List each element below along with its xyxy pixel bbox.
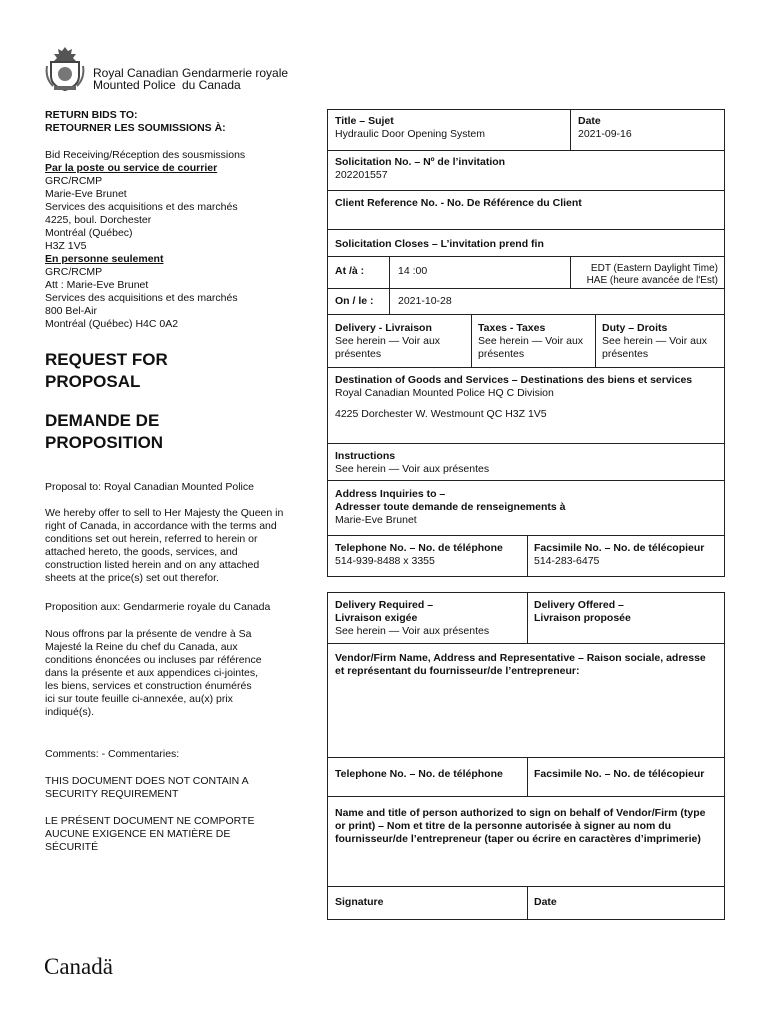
addr2-line: Services des acquisitions et des marchés [45, 292, 238, 304]
addr1-line: GRC/RCMP [45, 175, 103, 187]
destination-cell [330, 370, 710, 425]
signature-label: Signature [335, 896, 384, 908]
rfp-title-en [45, 349, 168, 393]
destination-value-1: Royal Canadian Mounted Police HQ C Division [335, 387, 554, 399]
by-post-heading: Par la poste ou service de courrier [45, 162, 218, 174]
offer-en-line: We hereby offer to sell to Her Majesty the Queen in [45, 507, 284, 519]
solicitation-number-label: Solicitation No. – Nº de l’invitation [335, 156, 506, 168]
client-reference-cell [330, 193, 720, 214]
at-label: At /à : [335, 265, 365, 277]
delivery-value: See herein — Voir aux présentes [335, 335, 441, 360]
delivery-required-label-1: Delivery Required – [335, 599, 434, 611]
security-en-line: SECURITY REQUIREMENT [45, 788, 179, 800]
proposal-to: Proposal to: Royal Canadian Mounted Police [45, 481, 254, 493]
date-value: 2021-09-16 [578, 128, 632, 140]
org-name-en [93, 67, 178, 91]
bid-address-block [45, 149, 305, 331]
rcmp-crest-logo [44, 44, 86, 92]
date-cell [573, 111, 723, 145]
org-name-fr [182, 67, 288, 91]
vendor-name-field[interactable] [330, 648, 720, 753]
facsimile-value: 514-283-6475 [534, 555, 600, 567]
destination-label: Destination of Goods and Services – Destinations des biens et services [335, 374, 693, 386]
offer-en-line: conditions set out herein, referred to herein or [45, 533, 258, 545]
org-name-fr-2: du Canada [182, 78, 241, 92]
security-fr-line: LE PRÉSENT DOCUMENT NE COMPORTE [45, 815, 255, 827]
duty-value: See herein — Voir aux présentes [602, 335, 708, 360]
addr1-line: 4225, boul. Dorchester [45, 214, 152, 226]
delivery-required-value: See herein — Voir aux présentes [335, 625, 490, 637]
offer-fr-line: les biens, services et construction énumérés [45, 680, 252, 692]
offer-fr-line: Majesté la Reine du chef du Canada, aux [45, 641, 238, 653]
solicitation-number-value: 202201557 [335, 169, 388, 181]
addr2-line: Att : Marie-Eve Brunet [45, 279, 149, 291]
security-fr-line: SÉCURITÉ [45, 841, 99, 853]
rfp-title-fr [45, 410, 163, 454]
instructions-label: Instructions [335, 450, 396, 462]
vendor-telephone-field[interactable] [330, 764, 526, 785]
timezone-en: EDT (Eastern Daylight Time) [590, 263, 718, 274]
canada-wordmark-text: Canadä [44, 954, 113, 979]
return-bids-en: RETURN BIDS TO: [45, 109, 138, 121]
offer-en-line: attached hereto, the goods, services, and [45, 546, 238, 558]
signature-field[interactable] [330, 892, 526, 918]
bid-receiving: Bid Receiving/Réception des sousmissions [45, 149, 246, 161]
authorized-person-field[interactable] [330, 803, 720, 883]
offer-en [45, 507, 283, 585]
instructions-value: See herein — Voir aux présentes [335, 463, 490, 475]
telephone-value: 514-939-8488 x 3355 [335, 555, 435, 567]
delivery-label: Delivery - Livraison [335, 322, 432, 334]
addr1-line: Services des acquisitions et des marchés [45, 201, 238, 213]
rfp-title-en-1: REQUEST FOR [45, 350, 168, 369]
on-label: On / le : [335, 295, 374, 307]
authorized-person-label: Name and title of person authorized to sign on behalf of Vendor/Firm (type or print) – Nom et titre de la personne autorisée à signer au nom du fournisseur/de l’entrepreneur (taper ou écrire en caractères d’imprimerie) [335, 807, 706, 845]
offer-en-line: sheets at the price(s) set out therefor. [45, 572, 219, 584]
facsimile-label: Facsimile No. – No. de télécopieur [534, 542, 705, 554]
timezone-fr: HAE (heure avancée de l'Est) [586, 275, 718, 286]
delivery-cell [330, 318, 470, 365]
addr1-line: Montréal (Québec) [45, 227, 133, 239]
signature-date-field[interactable] [529, 892, 724, 918]
rfp-title-fr-1: DEMANDE DE [45, 411, 160, 430]
duty-label: Duty – Droits [602, 322, 668, 334]
addr2-line: Montréal (Québec) H4C 0A2 [45, 318, 179, 330]
destination-value-2: 4225 Dorchester W. Westmount QC H3Z 1V5 [335, 408, 547, 420]
vendor-telephone-label: Telephone No. – No. de téléphone [335, 768, 503, 780]
delivery-required-label-2: Livraison exigée [335, 612, 418, 624]
signature-date-label: Date [534, 896, 557, 908]
in-person-heading: En personne seulement [45, 253, 164, 265]
vendor-facsimile-field[interactable] [529, 764, 724, 785]
closes-cell [330, 234, 720, 255]
security-fr-line: AUCUNE EXIGENCE EN MATIÈRE DE [45, 828, 231, 840]
rfp-title-en-2: PROPOSAL [45, 372, 141, 391]
addr1-line: Marie-Eve Brunet [45, 188, 127, 200]
on-value: 2021-10-28 [398, 295, 452, 307]
date-label: Date [578, 115, 601, 127]
timezone-cell [573, 259, 723, 291]
closes-label: Solicitation Closes – L’invitation prend fin [335, 238, 544, 250]
rfp-title-fr-2: PROPOSITION [45, 433, 164, 452]
vendor-name-label: Vendor/Firm Name, Address and Representative – Raison sociale, adresse et représentant du fournisseur/de l’entrepreneur: [335, 652, 706, 677]
address-inquiries-label-2: Adresser toute demande de renseignements à [335, 501, 566, 513]
offer-fr-line: dans la présente et aux appendices ci-jointes, [45, 667, 259, 679]
delivery-offered-label-1: Delivery Offered – [534, 599, 624, 611]
org-name-en-1: Royal Canadian [93, 66, 179, 80]
canada-wordmark [44, 954, 113, 980]
org-name-en-2: Mounted Police [93, 78, 176, 92]
security-notice-fr [45, 815, 254, 854]
addr1-line: H3Z 1V5 [45, 240, 87, 252]
return-bids [45, 109, 226, 135]
taxes-cell [473, 318, 593, 365]
addr2-line: 800 Bel-Air [45, 305, 97, 317]
offer-fr [45, 628, 262, 719]
offer-fr-line: ici sur toute feuille ci-annexée, au(x) prix [45, 693, 233, 705]
delivery-offered-label-2: Livraison proposée [534, 612, 631, 624]
at-value: 14 :00 [398, 265, 428, 277]
address-inquiries-value: Marie-Eve Brunet [335, 514, 417, 526]
offer-fr-line: indiqué(s). [45, 706, 95, 718]
addr2-line: GRC/RCMP [45, 266, 103, 278]
taxes-label: Taxes - Taxes [478, 322, 546, 334]
org-name-fr-1: Gendarmerie royale [182, 66, 289, 80]
client-reference-label: Client Reference No. - No. De Référence du Client [335, 197, 582, 209]
security-en-line: THIS DOCUMENT DOES NOT CONTAIN A [45, 775, 249, 787]
security-notice-en [45, 775, 249, 801]
title-label: Title – Sujet [335, 115, 394, 127]
duty-cell [597, 318, 723, 365]
telephone-label: Telephone No. – No. de téléphone [335, 542, 503, 554]
address-inquiries-cell [330, 484, 720, 531]
taxes-value: See herein — Voir aux présentes [478, 335, 584, 360]
telephone-cell [330, 538, 526, 572]
delivery-required-cell [330, 595, 526, 642]
comments-label: Comments: - Commentaries: [45, 748, 180, 760]
return-bids-fr: RETOURNER LES SOUMISSIONS À: [45, 122, 226, 134]
delivery-offered-cell[interactable] [529, 595, 724, 629]
address-inquiries-label-1: Address Inquiries to – [335, 488, 446, 500]
offer-en-line: right of Canada, in accordance with the terms and [45, 520, 277, 532]
facsimile-cell [529, 538, 724, 572]
solicitation-number-cell [330, 152, 720, 186]
instructions-cell [330, 446, 720, 480]
title-value: Hydraulic Door Opening System [335, 128, 485, 140]
offer-fr-line: conditions énoncées ou incluses par référence [45, 654, 262, 666]
title-cell [330, 111, 568, 145]
proposition-fr: Proposition aux: Gendarmerie royale du Canada [45, 601, 271, 613]
offer-fr-line: Nous offrons par la présente de vendre à Sa [45, 628, 252, 640]
vendor-facsimile-label: Facsimile No. – No. de télécopieur [534, 768, 705, 780]
offer-en-line: construction listed herein and on any attached [45, 559, 260, 571]
